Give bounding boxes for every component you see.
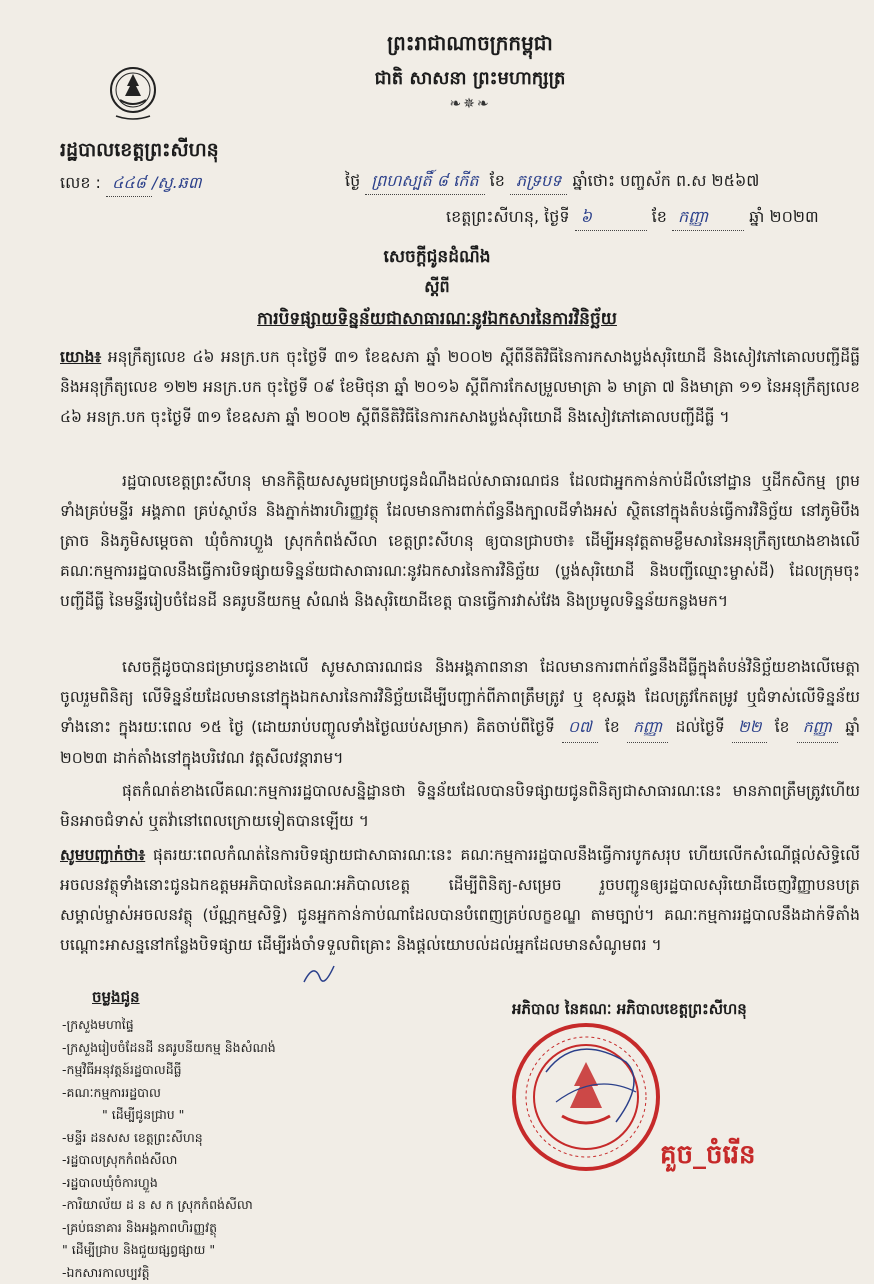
- review-location-text: ឆ្នាំ ២០២៣ ដាក់តាំងនៅក្នុងបរិវេណ វត្តសីលវន្តារាម។: [60, 718, 860, 767]
- lunar-date: [345, 170, 845, 195]
- cc-heading: ចម្លងជូន: [92, 988, 140, 1010]
- reference-heading: យោង៖: [60, 348, 101, 366]
- cc-item: -ក្រសួងរៀបចំដែនដី នគរូបនីយកម្ម និងសំណង់: [62, 1037, 276, 1060]
- kingdom-heading: ព្រះរាជាណាចក្រកម្ពុជា: [300, 30, 640, 60]
- reference-number: [60, 172, 202, 197]
- note-heading: សូមបញ្ជាក់ថា៖: [60, 846, 145, 864]
- paragraph-conclusion-text: ផុតកំណត់ខាងលើគណៈកម្មការរដ្ឋបាលសន្និដ្ឋានថា ទិន្នន័យដែលបានបិទផ្សាយជូនពិនិត្យជាសាធារណៈនេះ មានភាពត្រឹមត្រូវហើយមិនអាចជំទាស់ ឬតវ៉ានៅពេលក្រោយទៀតបានឡើយ ។: [60, 782, 860, 830]
- review-end-month-label: ខែ: [775, 718, 790, 736]
- cc-item: -គ្រប់ធនាគារ និងអង្គភាពហិរញ្ញវត្ថុ: [62, 1217, 276, 1240]
- cc-item: -កម្មវិធីអនុវត្តន៍រដ្ឋបាលដីធ្លី: [62, 1059, 276, 1082]
- paragraph-announcement-text: រដ្ឋបាលខេត្តព្រះសីហនុ មានកិត្តិយសសូមជម្រាបជូនដំណឹងដល់សាធារណជន ដែលជាអ្នកកាន់កាប់ដីលំនៅដ្ឋាន ឬដីកសិកម្ម ព្រមទាំងគ្រប់មន្ទីរ អង្គភាព គ្រប់ស្ថាប័ន និងភ្នាក់ងារហិរញ្ញវត្ថុ ដែលមានការពាក់ព័ន្ធនឹងក្បាលដីទាំងអស់ ស្ថិតនៅក្នុងតំបន់ធ្វើការវិនិច្ឆ័យ នៅភូមិបឹងត្រាច និងភូមិសម្ដេចតា ឃុំចំការហ្លួង ស្រុកកំពង់សីលា ខេត្តព្រះសីហនុ ឲ្យបានជ្រាបថា៖ ដើម្បីអនុវត្តតាមខ្លឹមសារនៃអនុក្រឹត្យយោងខាងលើ គណៈកម្មការរដ្ឋបាលនឹងធ្វើការបិទផ្សាយទិន្នន័យជាសាធារណៈនូវឯកសារនៃការវិនិច្ឆ័យ (ប្លង់សុរិយោដី និងបញ្ជីឈ្មោះម្ចាស់ដី) ដែលក្រុមចុះបញ្ជីដីធ្លី នៃមន្ទីររៀបចំដែនដី នគរូបនីយកម្ម សំណង់ និងសុរិយោដីខេត្ត បានធ្វើការវាស់វែង និងប្រមូលទិន្នន័យកន្លងមក។: [60, 472, 860, 610]
- reference-number-value: ៤៤៨: [106, 172, 152, 197]
- cc-item: -ការិយាល័យ ដ ន ស ក ស្រុកកំពង់សីលា: [62, 1194, 276, 1217]
- paragraph-note-text: ផុតរយៈពេលកំណត់នៃការបិទផ្សាយជាសាធារណៈនេះ គណៈកម្មការរដ្ឋបាលនឹងធ្វើការបូកសរុប ហើយលើកសំណើផ្ដល់សិទ្ធិលើអចលនវត្ថុទាំងនោះជូនឯកឧត្ដមអភិបាលនៃគណៈអភិបាលខេត្ត ដើម្បីពិនិត្យ-សម្រេច រួចបញ្ជូនឲ្យរដ្ឋបាលសុរិយោដីចេញវិញ្ញាបនបត្រសម្គាល់ម្ចាស់អចលនវត្ថុ (ប័ណ្ណកម្មសិទ្ធិ) ជូនអ្នកកាន់កាប់ណាដែលបានបំពេញគ្រប់លក្ខខណ្ឌ តាមច្បាប់។ គណៈកម្មការរដ្ឋបាលនឹងដាក់ទីតាំងបណ្ដោះអាសន្ននៅកន្លែងបិទផ្សាយ ដើម្បីរង់ចាំទទួលពិគ្រោះ និងផ្ដល់យោបល់ដល់អ្នកដែលមានសំណូមពរ ។: [60, 846, 860, 954]
- paragraph-reference-text: អនុក្រឹត្យលេខ ៤៦ អនក្រ.បក ចុះថ្ងៃទី ៣១ ខែឧសភា ឆ្នាំ ២០០២ ស្ដីពីនីតិវិធីនៃការកសាងប្លង់សុរិយោដី និងសៀវភៅគោលបញ្ជីដីធ្លី និងអនុក្រឹត្យលេខ ១២២ អនក្រ.បក ចុះថ្ងៃទី ០៩ ខែមិថុនា ឆ្នាំ ២០១៦ ស្ដីពីការកែសម្រួលមាត្រា ៦ មាត្រា ៧ និងមាត្រា ១១ នៃអនុក្រឹត្យលេខ ៤៦ អនក្រ.បក ចុះថ្ងៃទី ៣១ ខែឧសភា ឆ្នាំ ២០០២ ស្ដីពីនីតិវិធីនៃការកសាងប្លង់សុរិយោដី និងសៀវភៅគោលបញ្ជីដីធ្លី ។: [60, 348, 860, 426]
- review-end-label: ដល់ថ្ងៃទី: [676, 718, 725, 736]
- cc-item: " ដើម្បីជូនជ្រាប ": [62, 1104, 276, 1127]
- cc-item: -មន្ទីរ ដនសស ខេត្តព្រះសីហនុ: [62, 1127, 276, 1150]
- cc-list: [62, 1014, 276, 1284]
- cc-item: " ដើម្បីជ្រាប និងជួយផ្សព្វផ្សាយ ": [62, 1239, 276, 1262]
- review-period-text: សេចក្ដីដូចបានជម្រាបជូនខាងលើ សូមសាធារណជន និងអង្គភាពនានា ដែលមានការពាក់ព័ន្ធនឹងដីធ្លីក្នុងតំបន់វិនិច្ឆ័យខាងលើមេត្តាចូលរួមពិនិត្យ លើទិន្នន័យដែលមាននៅក្នុងឯកសារនៃការវិនិច្ឆ័យដើម្បីបញ្ជាក់ពីភាពត្រឹមត្រូវ ឬ ខុសឆ្គង ដែលត្រូវកែតម្រូវ ឬជំទាស់លើទិន្នន័យទាំងនោះ ក្នុងរយៈពេល ១៥ ថ្ងៃ (ដោយរាប់បញ្ចូលទាំងថ្ងៃឈប់សម្រាក) គិតចាប់ពីថ្ងៃទី: [60, 658, 860, 736]
- solar-day-value: ៦: [575, 206, 647, 231]
- official-stamp-icon: [506, 1012, 676, 1182]
- motto-heading: ជាតិ សាសនា ព្រះមហាក្សត្រ: [300, 66, 640, 93]
- review-end-day: ២២: [732, 712, 767, 743]
- ornament-divider: ❧✵❧: [420, 96, 520, 112]
- paragraph-review-period: [60, 652, 860, 773]
- document-subtitle: ស្ដីពី: [0, 276, 874, 300]
- solar-year: ឆ្នាំ ២០២៣: [749, 207, 819, 226]
- review-start-month-label: ខែ: [605, 718, 620, 736]
- cc-item: -ក្រសួងមហាផ្ទៃ: [62, 1014, 276, 1037]
- reference-label: លេខ :: [60, 173, 101, 192]
- document-subject: ការបិទផ្សាយទិន្នន័យជាសាធារណៈនូវឯកសារនៃការវិនិច្ឆ័យ: [0, 308, 874, 333]
- cc-item: -គណៈកម្មការរដ្ឋបាល: [62, 1082, 276, 1105]
- paragraph-reference: [60, 342, 860, 432]
- cc-item: -រដ្ឋបាលឃុំចំការហ្លួង: [62, 1172, 276, 1195]
- lunar-month-value: ភទ្របទ: [510, 170, 567, 195]
- review-start-day: ០៧: [562, 712, 598, 743]
- lunar-day-value: ព្រហស្បតិ៍ ៨ កើត: [365, 170, 484, 195]
- signatory-title: អភិបាល នៃគណៈ អភិបាលខេត្តព្រះសីហនុ: [512, 1000, 852, 1022]
- review-start-month: កញ្ញា: [627, 712, 668, 743]
- reference-suffix: /ស្វ.ឆ៣: [152, 173, 202, 192]
- initial-flourish-icon: [300, 960, 340, 990]
- lunar-year: ឆ្នាំថោះ បញ្ចស័ក ព.ស ២៥៦៧: [572, 171, 759, 190]
- solar-month-value: កញ្ញា: [672, 206, 744, 231]
- cc-item: -រដ្ឋបាលស្រុកកំពង់សីលា: [62, 1149, 276, 1172]
- signatory-name: គួច_ចំរើន: [660, 1138, 756, 1176]
- paragraph-note: [60, 840, 860, 960]
- lunar-month-label: ខែ: [490, 171, 505, 190]
- review-end-month: កញ្ញា: [797, 712, 838, 743]
- paragraph-conclusion: [60, 776, 860, 836]
- solar-month-label: ខែ: [652, 207, 667, 226]
- solar-place-label: ខេត្តព្រះសីហនុ, ថ្ងៃទី: [446, 207, 570, 226]
- paragraph-announcement: [60, 466, 860, 616]
- issuing-authority: រដ្ឋបាលខេត្តព្រះសីហនុ: [60, 138, 219, 166]
- document-title: សេចក្ដីជូនដំណឹង: [0, 246, 874, 271]
- cc-item: -ឯកសារកាលប្បវត្តិ: [62, 1262, 276, 1284]
- lunar-day-label: ថ្ងៃ: [345, 171, 360, 190]
- provincial-emblem-icon: [108, 60, 158, 134]
- solar-date: [446, 206, 866, 231]
